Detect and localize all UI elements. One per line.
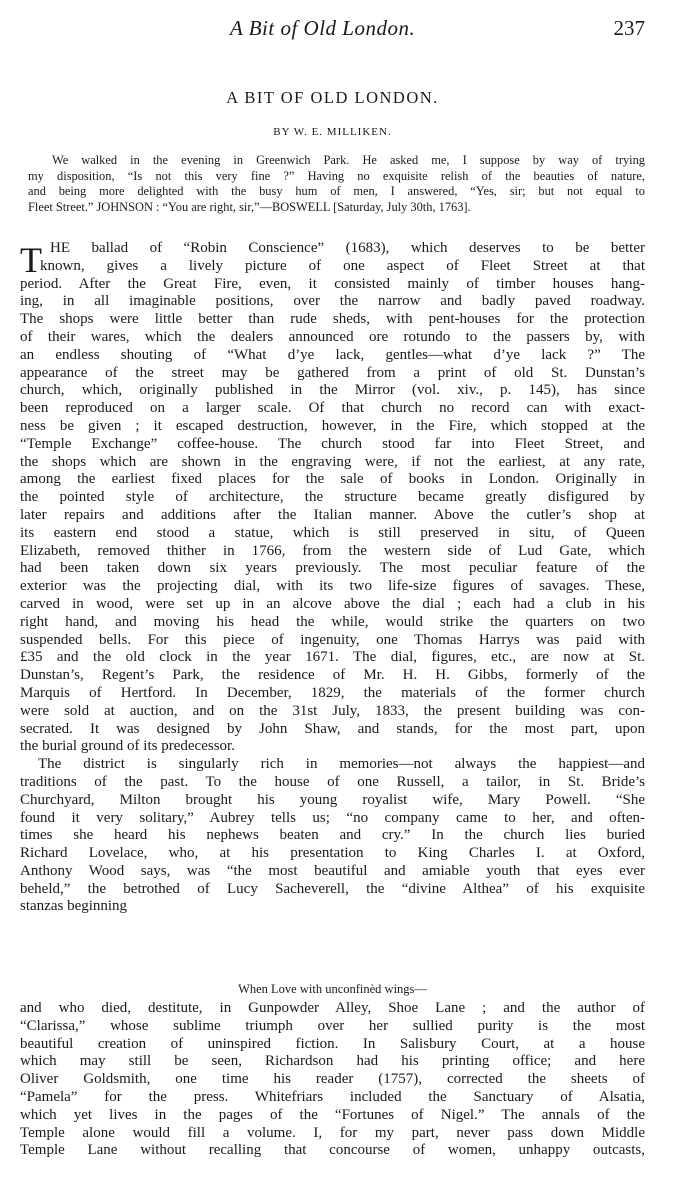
body-line: known, gives a lively picture of one aspect of Fleet Street at that bbox=[40, 257, 645, 274]
body-line: had been taken down six years previously. The most peculiar feature of the bbox=[20, 560, 645, 577]
body-line: an endless shouting of “What d’ye lack, gentles—what d’ye lack ?” The bbox=[20, 346, 645, 363]
body-line: of their wares, which the dealers announced ore rotundo to the passers by, with bbox=[20, 328, 645, 345]
body-line: which yet lives in the pages of the “Fortunes of Nigel.” The annals of the bbox=[20, 1106, 645, 1123]
body-line: its eastern end stood a statue, which is still preserved in situ, of Queen bbox=[20, 524, 645, 541]
article-title: A BIT OF OLD LONDON. bbox=[226, 88, 439, 107]
body-line: suspended bells. For this piece of ingenuity, one Thomas Harrys was paid with bbox=[20, 631, 645, 648]
body-line: carved in wood, were set up in an alcove above the dial ; each had a club in his bbox=[20, 595, 645, 612]
verse-quote: When Love with unconfinèd wings— bbox=[238, 982, 427, 996]
body-line: Marquis of Hertford. In December, 1829, the materials of the former church bbox=[20, 684, 645, 701]
body-line: secrated. It was designed by John Shaw, and stands, for the most part, upon bbox=[20, 720, 645, 737]
epigraph-line: We walked in the evening in Greenwich Park. He asked me, I suppose by way of trying bbox=[52, 153, 645, 167]
body-line: stanzas beginning bbox=[20, 898, 128, 915]
body-line: Temple alone would fill a volume. I, for my part, never pass down Middle bbox=[20, 1124, 645, 1141]
drop-cap: T bbox=[20, 240, 42, 280]
body-line: Temple Lane without recalling that concourse of women, unhappy outcasts, bbox=[20, 1142, 645, 1159]
body-line: Oliver Goldsmith, one time his reader (1757), corrected the sheets of bbox=[20, 1071, 645, 1088]
epigraph-line: Fleet Street.” JOHNSON : “You are right, sir,”—BOSWELL [Saturday, July 30th, 1763]. bbox=[28, 199, 471, 214]
body-text-continued bbox=[20, 1000, 645, 1160]
body-line: Churchyard, Milton brought his young royalist wife, Mary Powell. “She bbox=[20, 791, 645, 808]
body-line: Richard Lovelace, who, at his presentation to King Charles I. at Oxford, bbox=[20, 845, 645, 862]
body-line: found it very solitary,” Aubrey tells us; “no company came to her, and often- bbox=[20, 809, 645, 826]
body-line: right hand, and moving his head the while, would strike the quarters on two bbox=[20, 613, 645, 630]
body-line: ness be given ; it escaped destruction, however, in the Fire, which stopped at the bbox=[20, 417, 645, 434]
body-line: appearance of the street may be gathered from a print of old St. Dunstan’s bbox=[20, 364, 645, 381]
body-line: were sold at auction, and on the 31st July, 1833, the present building was con- bbox=[20, 702, 645, 719]
body-line: £35 and the old clock in the year 1671. The dial, figures, etc., are now at St. bbox=[20, 649, 645, 666]
body-line: “Pamela” for the press. Whitefriars included the Sanctuary of Alsatia, bbox=[20, 1088, 645, 1105]
body-line: “Temple Exchange” coffee-house. The church stood far into Fleet Street, and bbox=[20, 435, 645, 452]
body-line: ing, in all imaginable positions, over the narrow and badly paved roadway. bbox=[20, 293, 645, 310]
epigraph-line: my disposition, “Is not this very fine ?” Having no exquisite relish of the beauties of nature, bbox=[28, 168, 645, 183]
running-title: A Bit of Old London. bbox=[230, 16, 416, 40]
epigraph bbox=[28, 153, 645, 215]
body-line: the shops which are shown in the engraving were, if not the earliest, at any rate, bbox=[20, 453, 645, 470]
body-line: beautiful creation of uninspired fiction. In Salisbury Court, at a house bbox=[20, 1035, 645, 1052]
body-line: times she heard his nephews beaten and cry.” In the church lies buried bbox=[20, 827, 645, 844]
body-line: been reproduced on a larger scale. Of that church no record can with exact- bbox=[20, 400, 645, 417]
body-line: the pointed style of architecture, the structure became greatly disfigured by bbox=[20, 489, 645, 506]
body-line: church, which, originally published in the Mirror (vol. xiv., p. 145), has since bbox=[20, 382, 645, 399]
body-line: Anthony Wood says, was “the most beautiful and amiable youth that eyes ever bbox=[20, 862, 645, 879]
page-number: 237 bbox=[613, 16, 645, 40]
body-line: HE ballad of “Robin Conscience” (1683), which deserves to be better bbox=[50, 240, 645, 256]
body-line: The shops were little better than rude sheds, with pent-houses for the protection bbox=[20, 311, 645, 328]
body-line: later repairs and additions after the Italian manner. Above the cutler’s shop at bbox=[20, 506, 645, 523]
body-line: “Clarissa,” whose sublime triumph over her sullied purity is the most bbox=[20, 1017, 645, 1034]
body-line: Dunstan’s, Regent’s Park, the residence of Mr. H. H. Gibbs, formerly of the bbox=[20, 667, 645, 684]
body-line: and who died, destitute, in Gunpowder Alley, Shoe Lane ; and the author of bbox=[20, 1000, 645, 1016]
body-line: beheld,” the betrothed of Lucy Sacheverell, the “divine Althea” of his exquisite bbox=[20, 880, 645, 897]
body-line: among the earliest fixed places for the sale of books in London. Originally in bbox=[20, 471, 645, 488]
body-line: Elizabeth, removed thither in 1766, from the western side of Lud Gate, which bbox=[20, 542, 645, 559]
body-line: traditions of the past. To the house of one Russell, a tailor, in St. Bride’s bbox=[20, 773, 645, 790]
byline: BY W. E. MILLIKEN. bbox=[273, 126, 392, 138]
body-line: period. After the Great Fire, even, it consisted mainly of timber houses hang- bbox=[20, 275, 645, 292]
body-line: which may still be seen, Richardson had his printing office; and here bbox=[20, 1053, 645, 1070]
running-head bbox=[20, 16, 645, 42]
body-line: the burial ground of its predecessor. bbox=[20, 738, 235, 755]
body-line: The district is singularly rich in memories—not always the happiest—and bbox=[38, 756, 645, 773]
body-text bbox=[20, 240, 645, 916]
body-line: exterior was the projecting dial, with its two life-size figures of savages. These, bbox=[20, 578, 645, 595]
epigraph-line: and being more delighted with the busy hum of men, I answered, “Yes, sir; but not equal to bbox=[28, 184, 645, 199]
